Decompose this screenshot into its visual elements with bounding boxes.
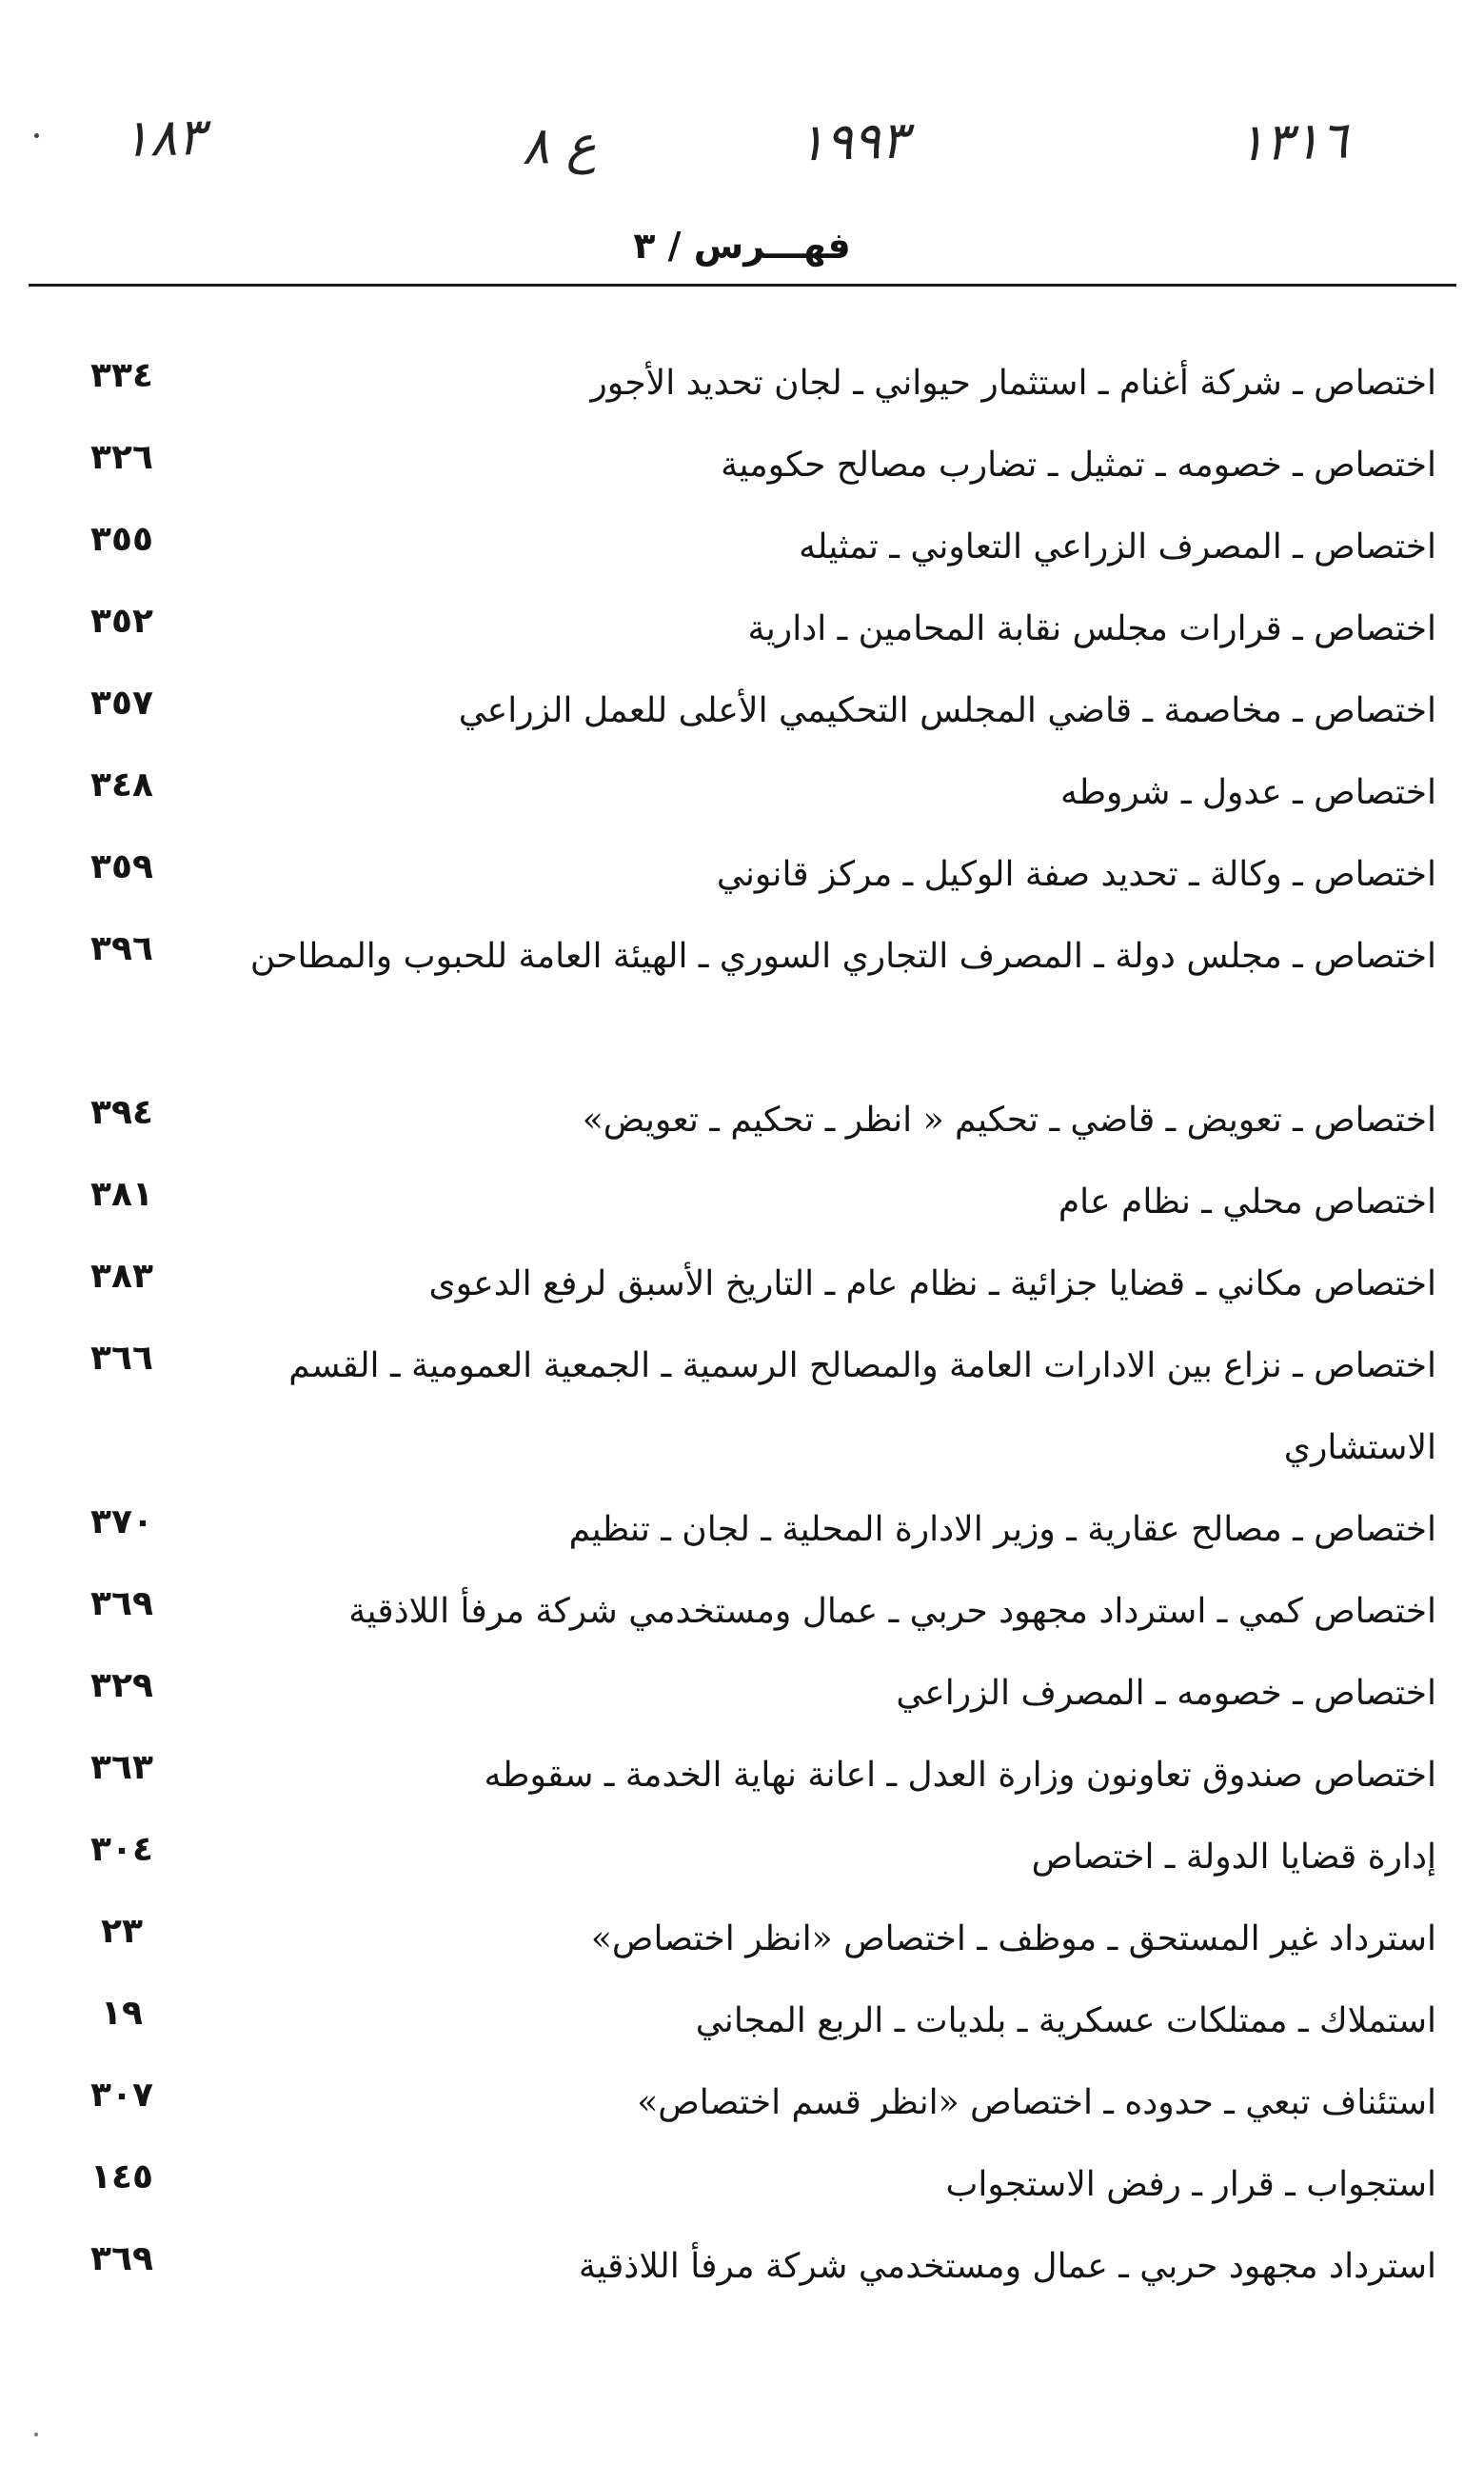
index-entry: [0, 343, 1484, 425]
entry-page-number: ٣٦٩: [90, 2239, 153, 2278]
entry-text: اختصاص ـ عدول ـ شروطه: [1060, 773, 1436, 812]
entry-page-number: ٣٩٦: [90, 929, 153, 968]
entry-page-number: ٣٢٦: [90, 438, 153, 477]
index-entry: [0, 2226, 1484, 2308]
entry-page-number: ٣٤٨: [90, 765, 153, 805]
entry-page-number: ٣٥٧: [90, 684, 153, 723]
entry-text: اختصاص ـ نزاع بين الادارات العامة والمصالح الرسمية ـ الجمعية العمومية ـ القسم الاستشاري: [288, 1346, 1436, 1467]
index-entry: [0, 1571, 1484, 1653]
index-entry: [0, 1243, 1484, 1325]
entry-text: اختصاص مكاني ـ قضايا جزائية ـ نظام عام ـ التاريخ الأسبق لرفع الدعوى: [428, 1264, 1436, 1303]
index-entry: [0, 834, 1484, 916]
index-entry: [0, 2062, 1484, 2144]
entry-text: اختصاص ـ المصرف الزراعي التعاوني ـ تمثيله: [799, 527, 1436, 566]
entry-text: اختصاص ـ وكالة ـ تحديد صفة الوكيل ـ مركز قانوني: [716, 855, 1436, 894]
entry-page-number: ٣٦٩: [90, 1584, 153, 1623]
entry-text: استجواب ـ قرار ـ رفض الاستجواب: [945, 2165, 1436, 2204]
entry-page-number: ٣٣٤: [90, 356, 153, 395]
entry-page-number: ٣٩٤: [90, 1093, 153, 1132]
entry-text: اختصاص ـ تعويض ـ قاضي ـ تحكيم « انظر ـ تحكيم ـ تعويض»: [582, 1101, 1436, 1140]
index-entry: [0, 1817, 1484, 1898]
entry-page-number: ٣٠٧: [90, 2076, 153, 2115]
entry-page-number: ٣٢٩: [90, 1666, 153, 1705]
index-entry: [0, 1325, 1484, 1489]
entry-text: اختصاص كمي ـ استرداد مجهود حربي ـ عمال ومستخدمي شركة مرفأ اللاذقية: [348, 1592, 1436, 1631]
index-entry: [0, 2144, 1484, 2226]
index-entry: [0, 1489, 1484, 1571]
entry-text: اختصاص محلي ـ نظام عام: [1058, 1182, 1436, 1222]
handwritten-mark-2: ع ٨: [521, 113, 598, 177]
scan-speck: [34, 2433, 38, 2436]
entry-text: اختصاص ـ شركة أغنام ـ استثمار حيواني ـ لجان تحديد الأجور: [590, 364, 1436, 403]
entry-page-number: ٣٦٦: [90, 1339, 153, 1378]
index-entry: [0, 1898, 1484, 1980]
page-title: فهـــرس / ٣: [633, 225, 851, 267]
index-entry: [0, 752, 1484, 834]
entry-page-number: ٣٨١: [90, 1175, 153, 1214]
entry-text: استرداد غير المستحق ـ موظف ـ اختصاص «انظر اختصاص»: [590, 1919, 1436, 1958]
header-divider: [29, 284, 1456, 287]
entry-page-number: ٣٠٤: [90, 1830, 153, 1869]
entry-text: استئناف تبعي ـ حدوده ـ اختصاص «انظر قسم اختصاص»: [637, 2083, 1436, 2122]
index-entry: [0, 1980, 1484, 2062]
entry-page-number: ٣٥٥: [90, 520, 153, 559]
index-entry: [0, 1653, 1484, 1735]
entry-text: اختصاص ـ خصومه ـ المصرف الزراعي: [896, 1674, 1436, 1713]
index-entry: [0, 916, 1484, 1080]
handwritten-mark-year: ١٩٩٣: [797, 109, 909, 173]
entry-text: إدارة قضايا الدولة ـ اختصاص: [1031, 1838, 1436, 1877]
entry-text: اختصاص ـ خصومه ـ تمثيل ـ تضارب مصالح حكومية: [721, 446, 1436, 485]
entry-text: استرداد مجهود حربي ـ عمال ومستخدمي شركة مرفأ اللاذقية: [578, 2247, 1436, 2286]
entry-page-number: ٣٧٠: [90, 1502, 153, 1541]
entry-text: اختصاص ـ مخاصمة ـ قاضي المجلس التحكيمي الأعلى للعمل الزراعي: [458, 691, 1436, 730]
scan-speck: [34, 133, 39, 138]
index-entry: [0, 1080, 1484, 1162]
index-entry: [0, 1162, 1484, 1243]
index-entry: [0, 507, 1484, 588]
handwritten-mark-1: ١٨٣: [121, 106, 206, 169]
entry-text: اختصاص ـ مصالح عقارية ـ وزير الادارة المحلية ـ لجان ـ تنظيم: [568, 1510, 1436, 1549]
entry-page-number: ١٩: [101, 1994, 143, 2033]
index-entry: [0, 425, 1484, 507]
entry-page-number: ٣٥٩: [90, 847, 153, 886]
entry-page-number: ٣٥٢: [90, 602, 153, 641]
entry-page-number: ٣٨٣: [90, 1257, 153, 1296]
entry-text: اختصاص ـ قرارات مجلس نقابة المحامين ـ ادارية: [747, 609, 1436, 648]
index-entry: [0, 1735, 1484, 1817]
index-entry: [0, 670, 1484, 752]
entry-page-number: ٢٣: [101, 1912, 143, 1951]
entry-text: استملاك ـ ممتلكات عسكرية ـ بلديات ـ الربع المجاني: [695, 2001, 1436, 2040]
entry-page-number: ١٤٥: [90, 2157, 153, 2196]
entry-text: اختصاص صندوق تعاونون وزارة العدل ـ اعانة نهاية الخدمة ـ سقوطه: [484, 1756, 1436, 1795]
index-list: [0, 343, 1484, 2308]
entry-page-number: ٣٦٣: [90, 1748, 153, 1787]
index-entry: [0, 588, 1484, 670]
handwritten-mark-4: ١٣١٦: [1237, 109, 1349, 173]
entry-text: اختصاص ـ مجلس دولة ـ المصرف التجاري السوري ـ الهيئة العامة للحبوب والمطاحن: [249, 937, 1436, 976]
